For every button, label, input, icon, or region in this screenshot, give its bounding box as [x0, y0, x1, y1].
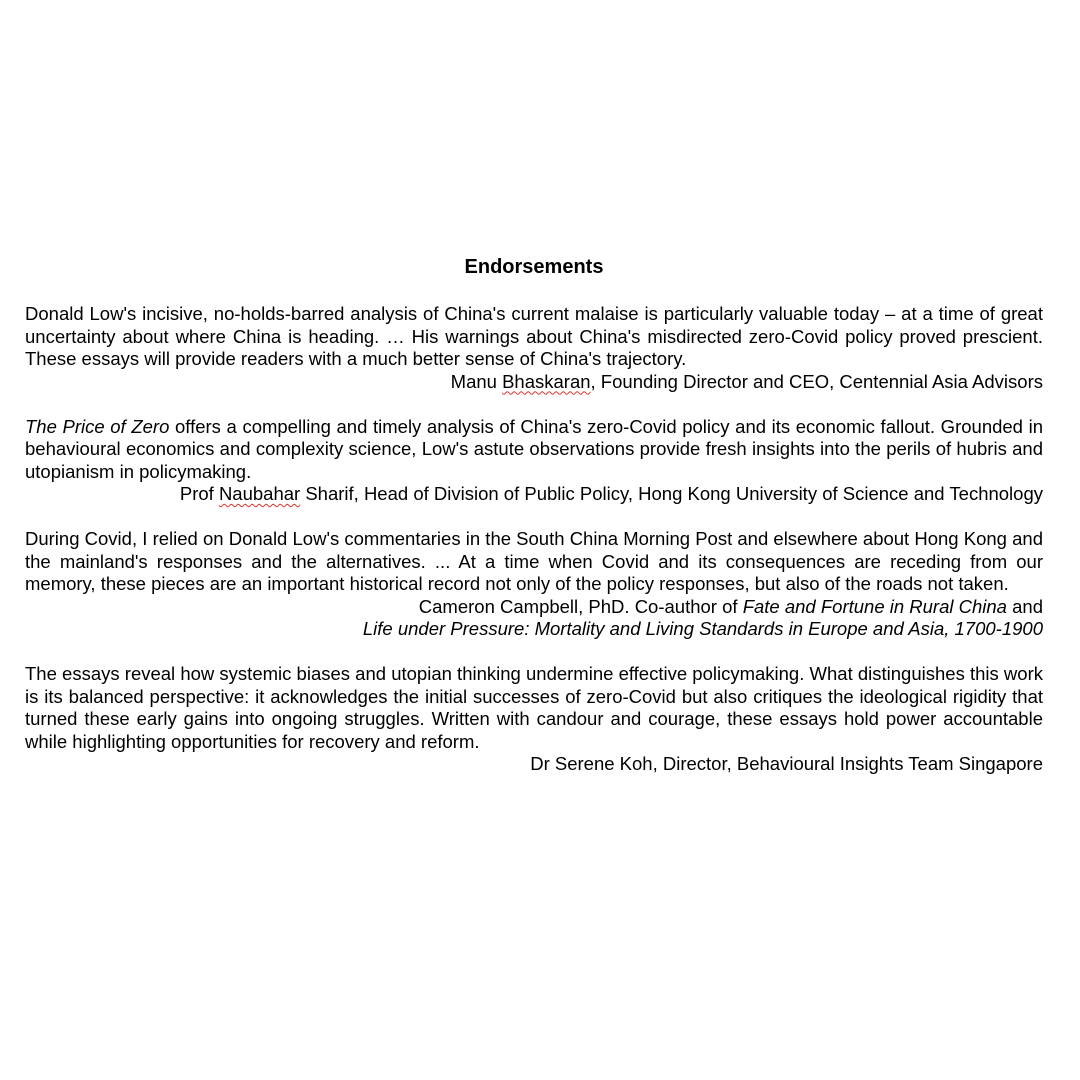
- attribution-name: Prof: [179, 483, 214, 504]
- endorsement-quote-3: During Covid, I relied on Donald Low's commentaries in the South China Morning Post and elsewhere about Hong Kong and the mainland's responses and the alternatives. ... At a time when Covid and its consequences are receding from our memory, these pieces are an important historical record not only of the policy responses, but also of the roads not taken.: [25, 528, 1043, 594]
- book-title: Fate and Fortune in Rural China: [742, 595, 1007, 617]
- page-title: Endorsements: [464, 256, 604, 278]
- attribution-text: Cameron Campbell, PhD. Co-author of: [418, 595, 743, 617]
- book-title: The Price of Zero: [25, 415, 170, 437]
- document-page: [25, 253, 1043, 776]
- endorsement-quote-2: [25, 416, 1043, 484]
- attribution-name: Manu: [450, 370, 497, 392]
- paragraph-spacer: [25, 506, 1043, 529]
- endorsement-quote-1: Donald Low's incisive, no-holds-barred analysis of China's current malaise is particularly valuable today – at a time of great uncertainty about where China is heading. … His warnings about China's misdirected zero-Covid policy proved prescient. These essays will provide readers with a much better sense of China's trajectory.: [25, 303, 1043, 369]
- endorsement-attribution-1: [25, 371, 1043, 394]
- endorsement-quote-4: The essays reveal how systemic biases and utopian thinking undermine effective policymaking. What distinguishes this work is its balanced perspective: it acknowledges the initial successes of zero-Covid but also critiques the ideological rigidity that turned these early gains into ongoing struggles. Written with candour and courage, these essays hold power accountable while highlighting opportunities for recovery and reform.: [25, 663, 1043, 752]
- endorsement-attribution-3-line-2: [25, 618, 1043, 641]
- endorsement-attribution-4: Dr Serene Koh, Director, Behavioural Insights Team Singapore: [530, 753, 1043, 774]
- paragraph-spacer: [25, 641, 1043, 664]
- paragraph-spacer: [25, 393, 1043, 416]
- spellcheck-flagged-word[interactable]: Bhaskaran: [502, 370, 591, 392]
- endorsement-attribution-3-line-1: [25, 596, 1043, 619]
- attribution-tail: and: [1006, 595, 1043, 617]
- book-title: Life under Pressure: Mortality and Living Standards in Europe and Asia, 1700-1900: [362, 618, 1043, 639]
- endorsement-attribution-2: [25, 483, 1043, 506]
- attribution-role: Sharif, Head of Division of Public Policy, Hong Kong University of Science and Technology: [300, 483, 1043, 504]
- quote-text: offers a compelling and timely analysis of China's zero-Covid policy and its economic fallout. Grounded in behavioural economics and complexity science, Low's astute observations provide fresh insights into the perils of hubris and utopianism in policymaking.: [25, 415, 1043, 482]
- spellcheck-flagged-word[interactable]: Naubahar: [218, 483, 301, 504]
- attribution-role: , Founding Director and CEO, Centennial Asia Advisors: [590, 370, 1043, 392]
